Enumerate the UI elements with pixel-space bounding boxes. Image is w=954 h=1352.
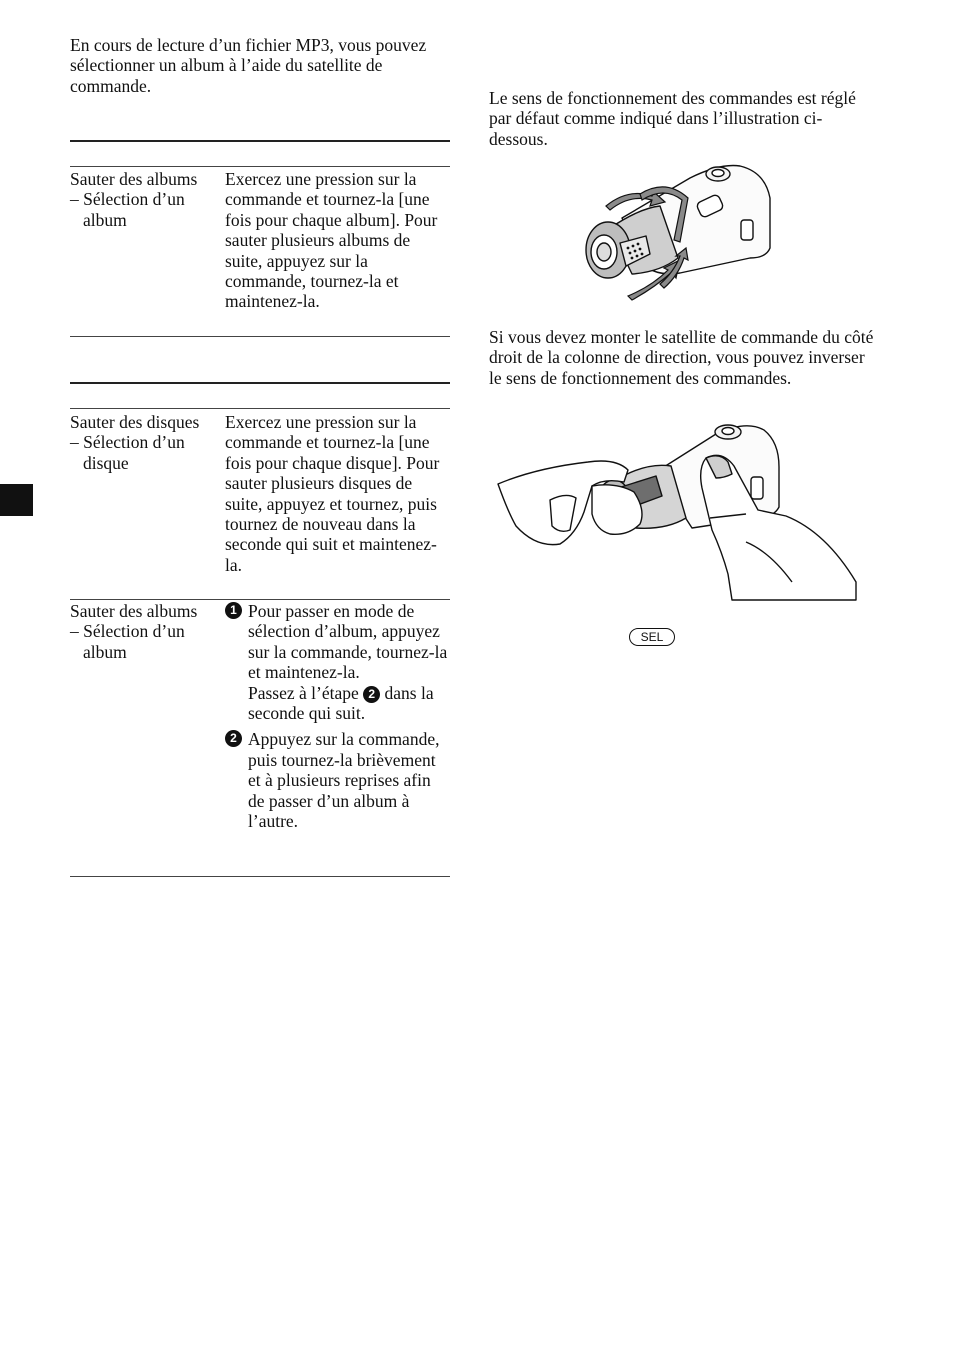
table1-header-rule — [70, 166, 450, 167]
table1-instructions: Exercez une pression sur la commande et tournez-la [une fois pour chaque album]. Pour sauter plusieurs albums de suite, appuyez sur la commande, tournez-la et maintenez-la. — [225, 169, 438, 312]
table1-bottom-rule — [70, 336, 450, 337]
table1-action-cell — [70, 169, 220, 230]
step-1-number: 1 — [225, 602, 242, 619]
table2-header-rule — [70, 408, 450, 409]
step-2-number: 2 — [225, 730, 242, 747]
step-2-reference-number: 2 — [363, 686, 380, 703]
table2-row2-action: Sauter des albums — [70, 601, 198, 621]
table2-row1-action-cell — [70, 412, 220, 473]
step-1 — [225, 601, 450, 723]
table2-top-rule — [70, 382, 450, 384]
step-1-cont-after: dans la seconde qui suit. — [248, 682, 434, 724]
reverse-direction-paragraph: Si vous devez monter le satellite de commande du côté droit de la colonne de direction, vous pouvez inverser le sens de fonctionnement des commandes. — [489, 327, 874, 388]
step-1-text: Pour passer en mode de sélection d’album, appuyez sur la commande, tournez-la et maintenez-la. — [248, 601, 448, 683]
default-direction-paragraph: Le sens de fonctionnement des commandes est réglé par défaut comme indiqué dans l’illustration ci-dessous. — [489, 88, 856, 149]
table2-row-divider — [70, 599, 450, 600]
table2-row2-instructions — [225, 601, 450, 831]
sel-button-icon: SEL — [629, 628, 675, 646]
table1-action-sub: – Sélection d’un album — [70, 189, 185, 230]
rotary-commander-illustration — [580, 158, 780, 303]
step-2-text: Appuyez sur la commande, puis tournez-la brièvement et à plusieurs reprises afin de passer d’un album à l’autre. — [248, 729, 440, 832]
table2-bottom-rule — [70, 876, 450, 877]
table2-row2-action-cell — [70, 601, 220, 662]
step-1-continuation — [248, 683, 450, 724]
hand-reversing-illustration — [496, 422, 861, 602]
table2-row1-action-sub: – Sélection d’un disque — [70, 432, 185, 473]
table2-row1-action: Sauter des disques — [70, 412, 200, 432]
intro-paragraph: En cours de lecture d’un fichier MP3, vous pouvez sélectionner un album à l’aide du satellite de commande. — [70, 35, 427, 96]
table2-row1-instructions: Exercez une pression sur la commande et tournez-la [une fois pour chaque disque]. Pour sauter plusieurs disques de suite, appuyez et tournez, puis tournez de nouveau dans la seconde qui suit et maintenez-la. — [225, 412, 440, 575]
table1-action: Sauter des albums — [70, 169, 198, 189]
table1-top-rule — [70, 140, 450, 142]
step-1-cont-before: Passez à l’étape — [248, 682, 359, 703]
table2-row2-action-sub: – Sélection d’un album — [70, 621, 185, 662]
section-tab-marker — [0, 484, 33, 516]
step-2 — [225, 729, 450, 831]
